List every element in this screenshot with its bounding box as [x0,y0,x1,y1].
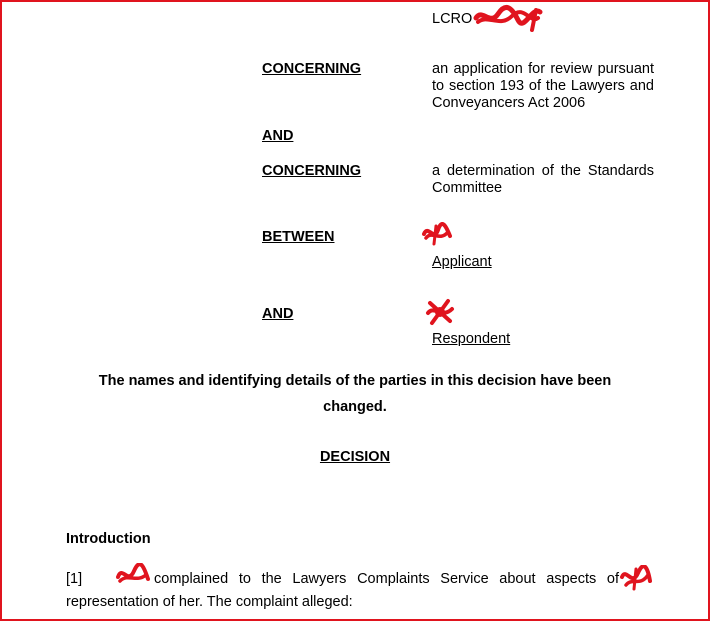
redaction-mark-lcro-number [472,4,544,32]
lcro-prefix: LCRO [432,11,473,27]
redaction-mark-lawyer-name-para [618,565,654,591]
concerning-label-2: CONCERNING [262,163,362,179]
redaction-mark-applicant-name [420,222,454,246]
anonymisation-notice-line-1: The names and identifying details of the parties in this decision have been [98,373,612,389]
between-label: BETWEEN [262,229,335,245]
paragraph-1-line-1: complained to the Lawyers Complaints Service about aspects of [154,571,619,587]
introduction-heading: Introduction [66,531,151,547]
redaction-mark-respondent-name [424,297,456,327]
and-label-2: AND [262,306,294,322]
concerning-text-1-line-3: Conveyancers Act 2006 [432,95,586,111]
paragraph-number-1: [1] [66,571,83,587]
concerning-text-1-line-2: to section 193 of the Lawyers and [432,78,654,94]
applicant-label: Applicant [432,254,492,270]
respondent-label: Respondent [432,331,511,347]
redaction-mark-applicant-name-para [114,563,152,587]
concerning-text-2-line-1: a determination of the Standards [432,163,654,179]
lcro-number [432,11,472,28]
concerning-text-2-line-2: Committee [432,180,503,196]
anonymisation-notice-line-2: changed. [323,399,387,415]
concerning-text-1-line-1: an application for review pursuant [432,61,654,77]
and-label-1: AND [262,128,294,144]
decision-heading: DECISION [319,449,391,465]
paragraph-1-line-2: representation of her. The complaint alleged: [66,594,353,610]
concerning-label-1: CONCERNING [262,61,362,77]
